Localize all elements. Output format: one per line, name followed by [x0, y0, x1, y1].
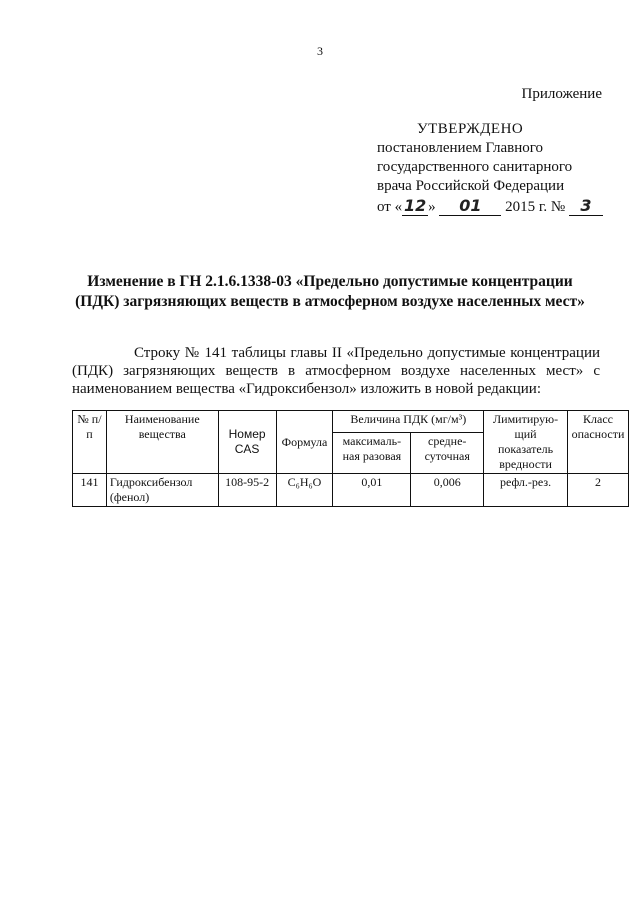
approval-block — [377, 120, 617, 217]
document-number: 3 — [569, 196, 603, 216]
date-day: 12 — [403, 196, 427, 215]
header-num: № п/п — [73, 411, 107, 474]
header-cas: Номер CAS — [218, 411, 276, 474]
cell-pdk-max: 0,01 — [333, 474, 411, 507]
header-pdk-max: максималь-ная разовая — [333, 433, 411, 474]
approval-line-1: постановлением Главного — [377, 140, 544, 156]
header-name: Наименование вещества — [106, 411, 218, 474]
date-mid: » — [428, 199, 436, 215]
approved-heading: УТВЕРЖДЕНО — [417, 121, 524, 137]
page-number: 3 — [317, 44, 323, 58]
header-pdk-avg: средне-суточная — [411, 433, 484, 474]
table-row — [73, 474, 629, 507]
cell-limit: рефл.-рез. — [484, 474, 568, 507]
header-formula: Формула — [276, 411, 333, 474]
title-line-2: (ПДК) загрязняющих веществ в атмосферном воздухе населенных мест» — [75, 293, 585, 310]
cell-cas: 108-95-2 — [218, 474, 276, 507]
header-hazard: Класс опасности — [567, 411, 628, 474]
approval-date-line — [377, 196, 617, 217]
cell-pdk-avg: 0,006 — [411, 474, 484, 507]
date-month: 01 — [439, 196, 501, 216]
cell-hazard: 2 — [567, 474, 628, 507]
substance-table — [72, 410, 629, 507]
document-title — [60, 272, 600, 312]
cell-num: 141 — [73, 474, 107, 507]
table-header-row — [73, 411, 629, 433]
cell-formula: C₆H₆O — [276, 474, 333, 507]
date-prefix: от « — [377, 199, 403, 215]
header-pdk: Величина ПДК (мг/м³) — [333, 411, 484, 433]
approval-line-3: врача Российской Федерации — [377, 178, 565, 194]
title-line-1: Изменение в ГН 2.1.6.1338-03 «Предельно допустимые концентрации — [87, 273, 573, 290]
header-limit: Лимитирую-щий показатель вредности — [484, 411, 568, 474]
body-paragraph-text: Строку № 141 таблицы главы II «Предельно допустимые концентрации (ПДК) загрязняющих веществ в атмосферном воздухе населенных мест» с наименованием вещества «Гидроксибензол» изложить в новой редакции: — [72, 345, 600, 397]
date-year: 2015 г. № — [505, 199, 566, 215]
body-paragraph — [72, 344, 600, 398]
approval-line-2: государственного санитарного — [377, 159, 573, 175]
appendix-label: Приложение — [521, 86, 602, 102]
cell-name: Гидроксибензол (фенол) — [106, 474, 218, 507]
